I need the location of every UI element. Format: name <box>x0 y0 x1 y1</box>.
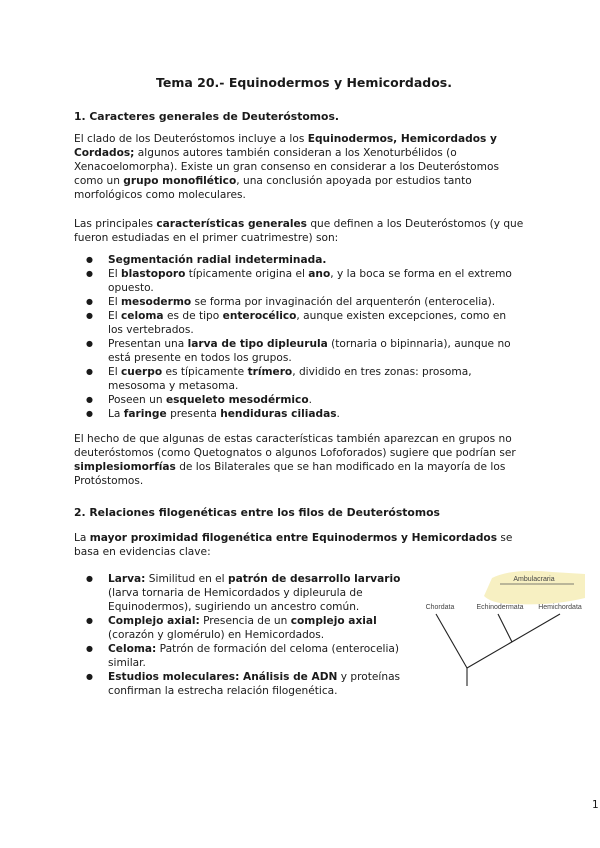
list-item: ● Presentan una larva de tipo dipleurula (tornaria o bipinnaria), aunque no está presente en todos los grupos. <box>74 337 524 365</box>
tree-main-branch <box>467 614 560 668</box>
page-number: 1 <box>592 799 599 811</box>
deuterostome-characteristics-list <box>74 253 524 421</box>
list-item: ● Celoma: Patrón de formación del celoma (enterocelia) similar. <box>74 642 409 670</box>
list-item: ● Larva: Similitud en el patrón de desarrollo larvario (larva tornaria de Hemicordados y dipleurula de Equinodermos), sugiriendo un ancestro común. <box>74 572 409 614</box>
page-title: Tema 20.- Equinodermos y Hemicordados. <box>155 75 452 90</box>
list-item: ● El mesodermo se forma por invaginación del arquenterón (enterocelia). <box>74 295 524 309</box>
list-item: ● Poseen un esqueleto mesodérmico. <box>74 393 524 407</box>
section-1-heading: 1. Caracteres generales de Deuteróstomos. <box>74 110 339 123</box>
section-1-paragraph-2: Las principales características generales que definen a los Deuteróstomos (y que fueron estudiadas en el primer cuatrimestre) son: <box>74 218 524 244</box>
section-1-paragraph-3: El hecho de que algunas de estas características también aparezcan en grupos no deuteróstomos (como Quetognatos o algunos Lofoforados) sugiere que podrían ser simplesiomorfías de los Bilaterales que se han modificado en la mayoría de los Protóstomos. <box>74 433 516 487</box>
list-item: ● Complejo axial: Presencia de un complejo axial (corazón y glomérulo) en Hemicordados. <box>74 614 409 642</box>
phylogenetic-evidence-list <box>74 572 409 698</box>
tree-branch-echinodermata <box>498 614 512 642</box>
section-2-heading: 2. Relaciones filogenéticas entre los filos de Deuteróstomos <box>74 506 440 519</box>
list-item: ● La faringe presenta hendiduras ciliadas. <box>74 407 524 421</box>
list-item: ● Estudios moleculares: Análisis de ADN y proteínas confirman la estrecha relación filogenética. <box>74 670 409 698</box>
list-item: ● El cuerpo es típicamente trímero, dividido en tres zonas: prosoma, mesosoma y metasoma. <box>74 365 524 393</box>
section-1-paragraph-1: El clado de los Deuteróstomos incluye a los Equinodermos, Hemicordados y Cordados; algunos autores también consideran a los Xenoturbélidos (o Xenacoelomorpha). Existe un gran consenso en considerar a los Deuteróstomos como un grupo monofilético, una conclusión apoyada por estudios tanto morfológicos como moleculares. <box>74 133 499 201</box>
taxon-label-chordata: Chordata <box>425 604 455 611</box>
list-item: ● El celoma es de tipo enterocélico, aunque existen excepciones, como en los vertebrados. <box>74 309 524 337</box>
tree-branch-chordata <box>436 614 467 668</box>
phylogenetic-tree-diagram <box>422 568 587 693</box>
taxon-label-echinodermata: Echinodermata <box>476 604 524 611</box>
list-item: ● El blastoporo típicamente origina el ano, y la boca se forma en el extremo opuesto. <box>74 267 524 295</box>
taxon-label-hemichordata: Hemichordata <box>538 604 582 611</box>
list-item: ● Segmentación radial indeterminada. <box>74 253 524 267</box>
clade-label-ambulacraria: Ambulacraria <box>513 576 555 583</box>
section-2-paragraph-1: La mayor proximidad filogenética entre Equinodermos y Hemicordados se basa en evidencias clave: <box>74 532 513 558</box>
